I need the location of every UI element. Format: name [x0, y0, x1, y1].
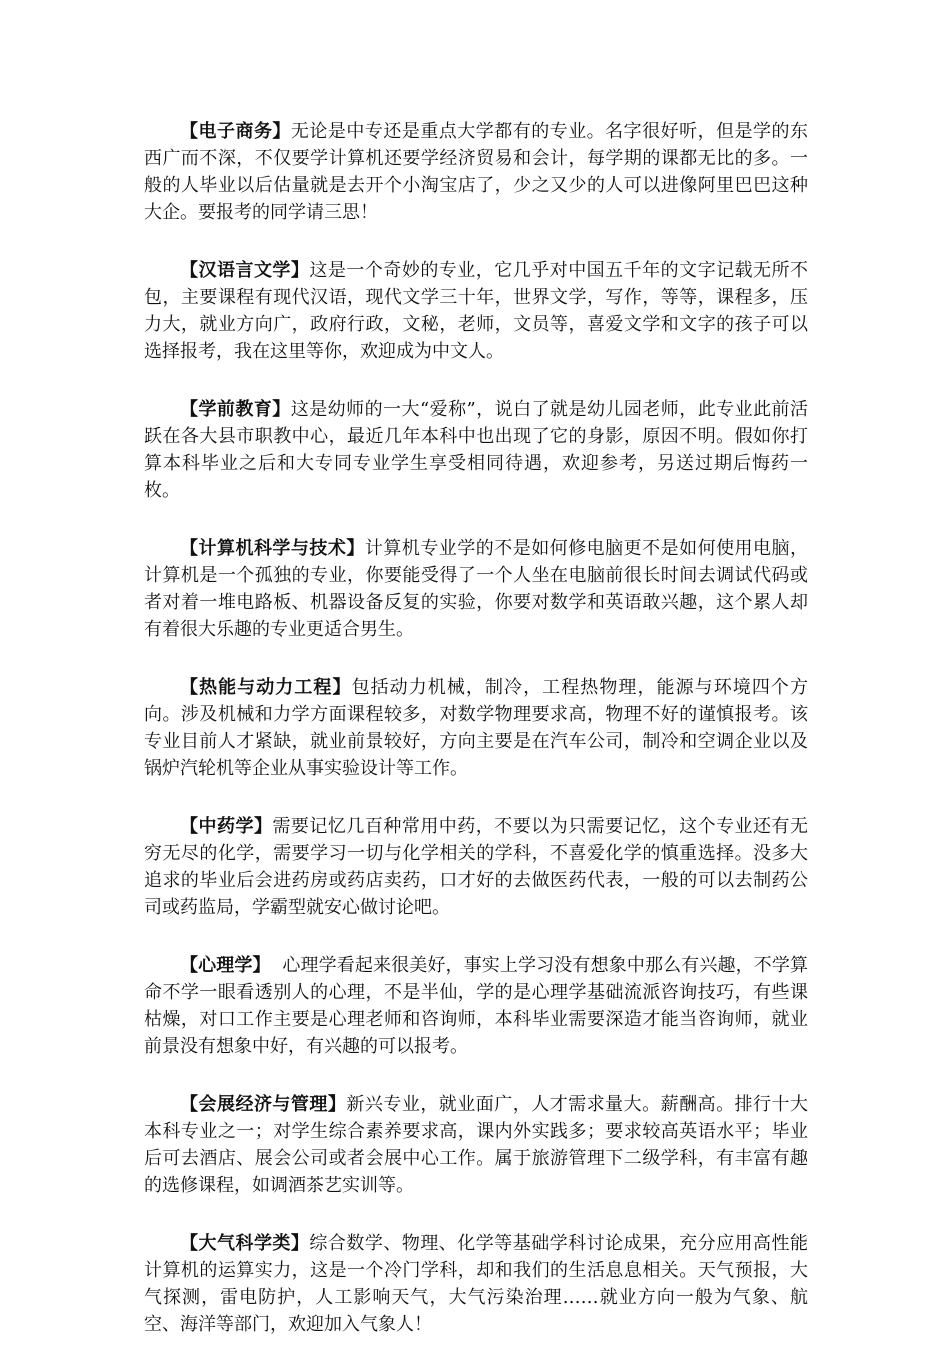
entry-text: 心理学看起来很美好，事实上学习没有想象中那么有兴趣，不学算命不学一眼看透别人的心理，不是半仙，学的是心理学基础流派咨询技巧，有些课枯燥，对口工作主要是心理老师和咨询师，本科毕业需要深造才能当咨询师，就业前景没有想象中好，有兴趣的可以报考。: [144, 955, 808, 1057]
major-entry-computer-science: [144, 535, 808, 643]
entry-text: 综合数学、物理、化学等基础学科讨论成果，充分应用高性能计算机的运算实力，这是一个冷门学科，却和我们的生活息息相关。天气预报，大气探测，雷电防护，人工影响天气，大气污染治理……就业方向一般为气象、航空、海洋等部门，欢迎加入气象人！: [144, 1233, 809, 1335]
entry-heading: 【心理学】: [180, 955, 271, 976]
entry-heading: 【热能与动力工程】: [180, 677, 352, 698]
entry-text: 这是幼师的一大“爱称”，说白了就是幼儿园老师，此专业此前活跃在各大县市职教中心，最近几年本科中也出现了它的身影，原因不明。假如你打算本科毕业之后和大专同专业学生享受相同待遇，欢迎参考，另送过期后悔药一枚。: [144, 399, 809, 501]
entry-heading: 【学前教育】: [180, 399, 291, 420]
document-page: [144, 118, 808, 1369]
entry-text: 这是一个奇妙的专业，它几乎对中国五千年的文字记载无所不包，主要课程有现代汉语，现代文学三十年，世界文学，写作，等等，课程多，压力大，就业方向广，政府行政，文秘，老师，文员等，喜爱文学和文字的孩子可以选择报考，我在这里等你，欢迎成为中文人。: [144, 260, 809, 362]
entry-text: 包括动力机械，制冷，工程热物理，能源与环境四个方向。涉及机械和力学方面课程较多，对数学物理要求高，物理不好的谨慎报考。该专业目前人才紧缺，就业前景较好，方向主要是在汽车公司，制冷和空调企业以及锅炉汽轮机等企业从事实验设计等工作。: [144, 677, 808, 779]
major-entry-psychology: [144, 952, 808, 1060]
major-entry-chinese-literature: [144, 257, 808, 365]
entry-text: 需要记忆几百种常用中药，不要以为只需要记忆，这个专业还有无穷无尽的化学，需要学习一切与化学相关的学科，不喜爱化学的慎重选择。没多大追求的毕业后会进药房或药店卖药，口才好的去做医药代表，一般的可以去制药公司或药监局，学霸型就安心做讨论吧。: [144, 816, 809, 918]
entry-text: 新兴专业，就业面广，人才需求量大。薪酬高。排行十大本科专业之一；对学生综合素养要求高，课内外实践多；要求较高英语水平；毕业后可去酒店、展会公司或者会展中心工作。属于旅游管理下二级学科，有丰富有趣的选修课程，如调酒茶艺实训等。: [144, 1094, 809, 1196]
entry-heading: 【计算机科学与技术】: [180, 538, 365, 559]
entry-text: 计算机专业学的不是如何修电脑更不是如何使用电脑，计算机是一个孤独的专业，你要能受得了一个人坐在电脑前很长时间去调试代码或者对着一堆电路板、机器设备反复的实验，你要对数学和英语敢兴趣，这个累人却有着很大乐趣的专业更适合男生。: [144, 538, 809, 640]
major-entry-preschool-education: [144, 396, 808, 504]
major-entry-chinese-pharmacy: [144, 813, 808, 921]
major-entry-ecommerce: [144, 118, 808, 226]
entry-heading: 【中药学】: [180, 816, 273, 837]
entry-heading: 【会展经济与管理】: [180, 1094, 347, 1115]
major-entry-thermal-power: [144, 674, 808, 782]
entry-heading: 【汉语言文学】: [180, 260, 310, 281]
entry-heading: 【电子商务】: [180, 121, 291, 142]
major-entry-atmospheric-science: [144, 1230, 808, 1338]
entry-text: 无论是中专还是重点大学都有的专业。名字很好听，但是学的东西广而不深，不仅要学计算机还要学经济贸易和会计，每学期的课都无比的多。一般的人毕业以后估量就是去开个小淘宝店了，少之又少的人可以进像阿里巴巴这种大企。要报考的同学请三思！: [144, 121, 809, 223]
entry-heading: 【大气科学类】: [180, 1233, 310, 1254]
major-entry-exhibition-management: [144, 1091, 808, 1199]
